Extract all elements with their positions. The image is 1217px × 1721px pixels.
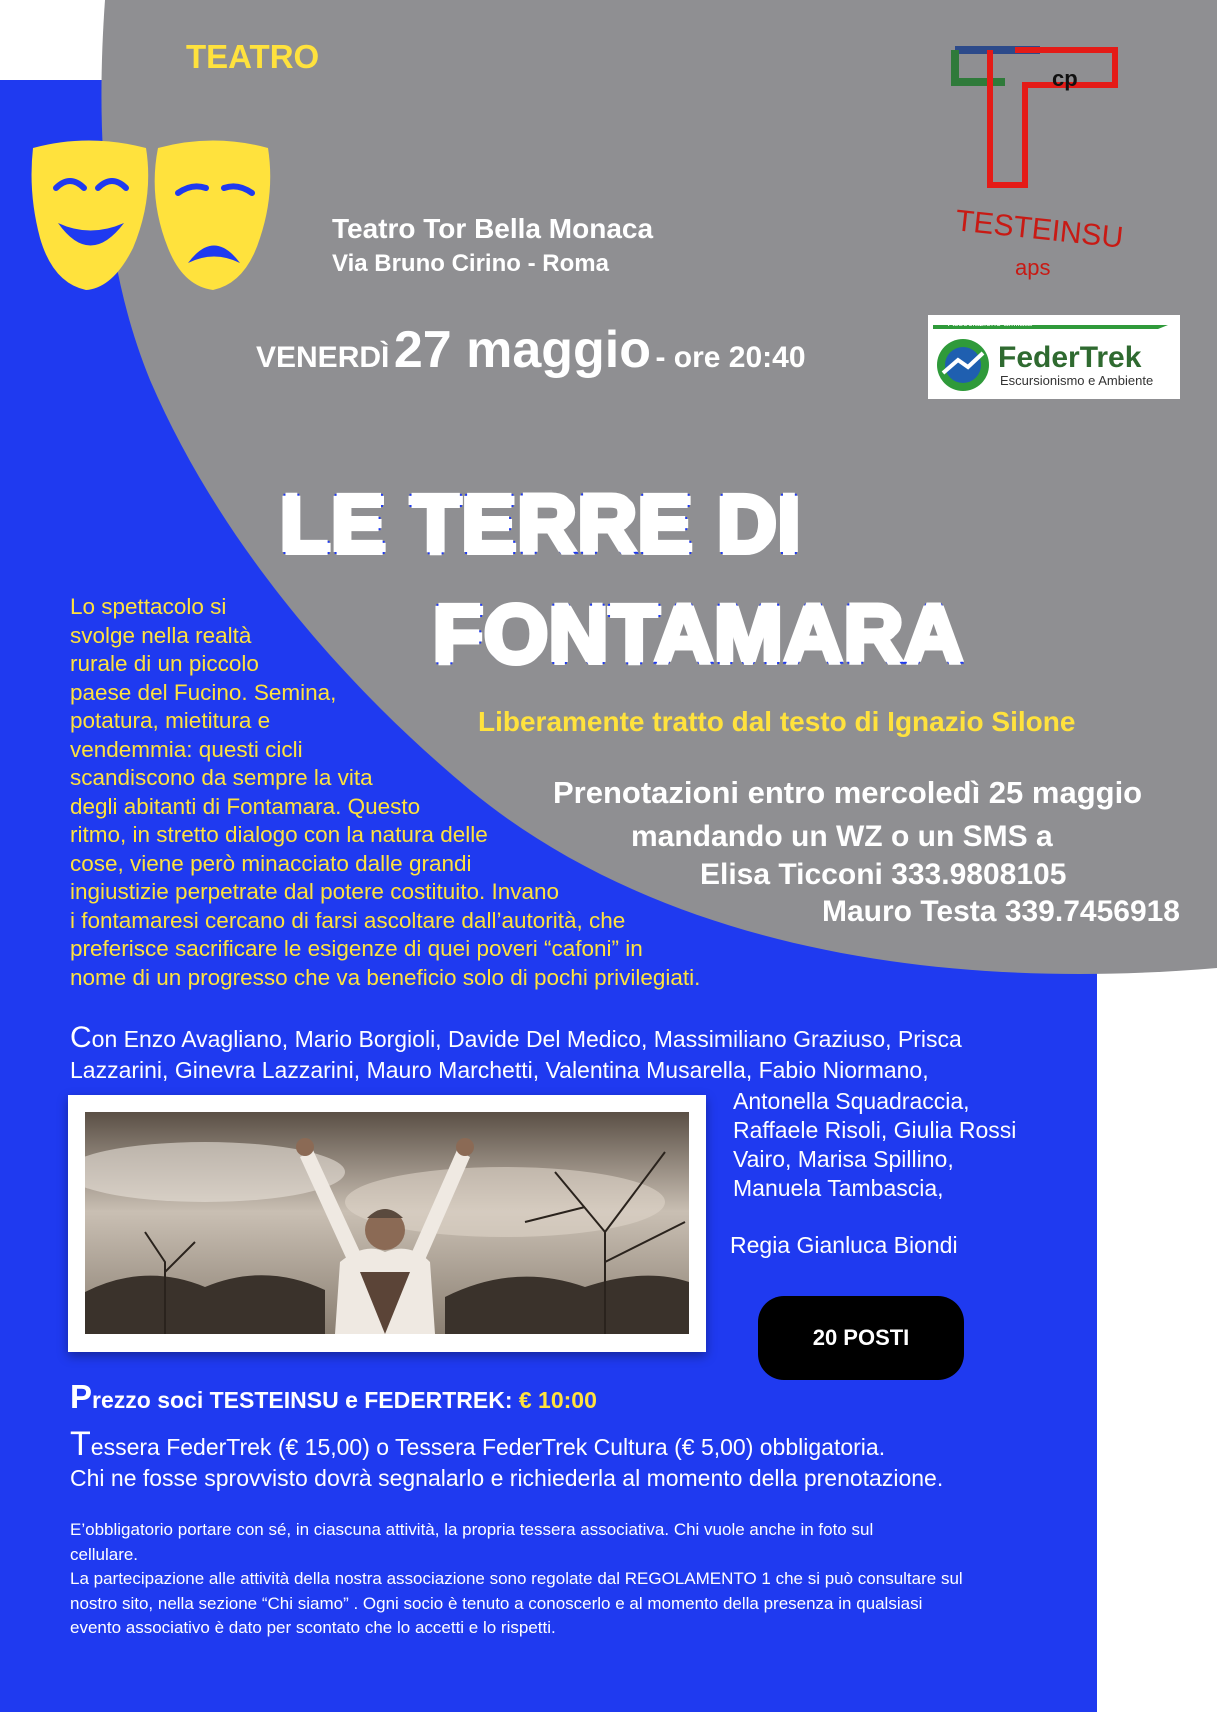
director-credit: Regia Gianluca Biondi <box>730 1232 958 1258</box>
event-date <box>256 320 806 380</box>
description-line: paese del Fucino. Semina, <box>70 679 337 705</box>
cast-line: Manuela Tambascia, <box>733 1175 944 1201</box>
rules-line: La partecipazione alle attività della nostra associazione sono regolate dal REGOLAMENTO 1 che si può consultare sul <box>70 1569 963 1588</box>
description-line: potatura, mietitura e <box>70 708 271 733</box>
description-line: rurale di un piccolo <box>70 651 259 676</box>
membership-card-note: Chi ne fosse sprovvisto dovrà segnalarlo e richiederla al momento della prenotazione. <box>70 1465 944 1491</box>
theater-masks-icon <box>28 138 273 290</box>
rules-line: nostro sito, nella sezione “Chi siamo” . Ogni socio è tenuto a conoscerlo e al momento della presenza in qualsiasi <box>70 1593 923 1613</box>
description-line: i fontamaresi cercano di farsi ascoltare dall’autorità, che <box>70 907 626 933</box>
rules-line: cellulare. <box>70 1544 139 1564</box>
booking-contact-elisa: Elisa Ticconi 333.9808105 <box>700 858 1067 891</box>
show-description <box>70 593 790 992</box>
show-photo <box>85 1112 689 1334</box>
show-subtitle: Liberamente tratto dal testo di Ignazio Silone <box>478 706 1076 737</box>
testeinsu-name: TESTEINSU <box>953 204 1125 255</box>
description-line: cose, viene però minacciato dalle grandi <box>70 850 472 876</box>
show-title-line2: FONTAMARA <box>433 589 965 680</box>
description-line: Lo spettacolo si <box>70 594 227 619</box>
venue-name: Teatro Tor Bella Monaca <box>332 213 654 244</box>
federtrek-tagline: Escursionismo e Ambiente <box>1000 373 1154 388</box>
show-photo-frame <box>68 1095 706 1352</box>
cast-line2: Lazzarini, Ginevra Lazzarini, Mauro Marchetti, Valentina Musarella, Fabio Niormano, <box>70 1057 929 1083</box>
event-day-month: 27 maggio <box>393 321 651 379</box>
price-line <box>70 1378 597 1416</box>
cast-list <box>70 1022 1070 1086</box>
federtrek-logo <box>928 315 1180 399</box>
testeinsu-logo <box>950 40 1130 290</box>
card-initial: T <box>70 1425 91 1463</box>
rules-text <box>70 1518 1050 1641</box>
membership-card-line <box>70 1425 885 1464</box>
booking-contact-mauro: Mauro Testa 339.7456918 <box>822 895 1180 928</box>
description-line: scandiscono da sempre la vita <box>70 765 373 790</box>
show-title-line1: LE TERRE DI <box>280 479 802 570</box>
venue-address: Via Bruno Cirino - Roma <box>332 250 609 277</box>
testeinsu-aps: aps <box>1015 255 1051 280</box>
rules-line: evento associativo è dato per scontato che lo accetti e lo rispetti. <box>70 1618 556 1637</box>
price-label: rezzo soci TESTEINSU e FEDERTREK: <box>92 1387 519 1413</box>
event-weekday: VENERDÌ <box>256 341 390 374</box>
cast-line1: on Enzo Avagliano, Mario Borgioli, Davide Del Medico, Massimiliano Graziuso, Prisca <box>91 1026 962 1052</box>
cast-line: Antonella Squadraccia, <box>733 1088 970 1114</box>
cast-line: Raffaele Risoli, Giulia Rossi <box>733 1117 1017 1143</box>
price-initial: P <box>70 1378 93 1415</box>
event-time: - ore 20:40 <box>655 341 806 374</box>
description-line: vendemmia: questi cicli <box>70 736 303 762</box>
description-line: svolge nella realtà <box>70 622 252 648</box>
booking-deadline: Prenotazioni entro mercoledì 25 maggio <box>553 775 1143 810</box>
federtrek-name: FederTrek <box>998 341 1142 374</box>
description-line: nome di un progresso che va beneficio solo di pochi privilegiati. <box>70 964 701 990</box>
description-line: ritmo, in stretto dialogo con la natura delle <box>70 822 488 847</box>
rules-line: E’obbligatorio portare con sé, in ciascuna attività, la propria tessera associativa. Chi vuole anche in foto sul <box>70 1520 874 1539</box>
card-line1: essera FederTrek (€ 15,00) o Tessera FederTrek Cultura (€ 5,00) obbligatoria. <box>90 1434 886 1460</box>
price-value: € 10:00 <box>518 1387 597 1413</box>
testeinsu-small-text: cp <box>1052 66 1078 91</box>
description-line: ingiustizie perpetrate dal potere costituito. Invano <box>70 879 560 904</box>
cast-list-continued <box>733 1087 1016 1203</box>
cast-initial: C <box>70 1021 92 1054</box>
cast-line: Vairo, Marisa Spillino, <box>733 1146 954 1172</box>
description-line: degli abitanti di Fontamara. Questo <box>70 793 421 819</box>
federtrek-affiliate: Associazione affiliata <box>948 318 1032 328</box>
booking-method: mandando un WZ o un SMS a <box>631 820 1053 853</box>
category-label: TEATRO <box>186 38 320 75</box>
description-line: preferisce sacrificare le esigenze di quei poveri “cafoni” in <box>70 936 643 961</box>
seats-badge: 20 POSTI <box>758 1296 964 1380</box>
